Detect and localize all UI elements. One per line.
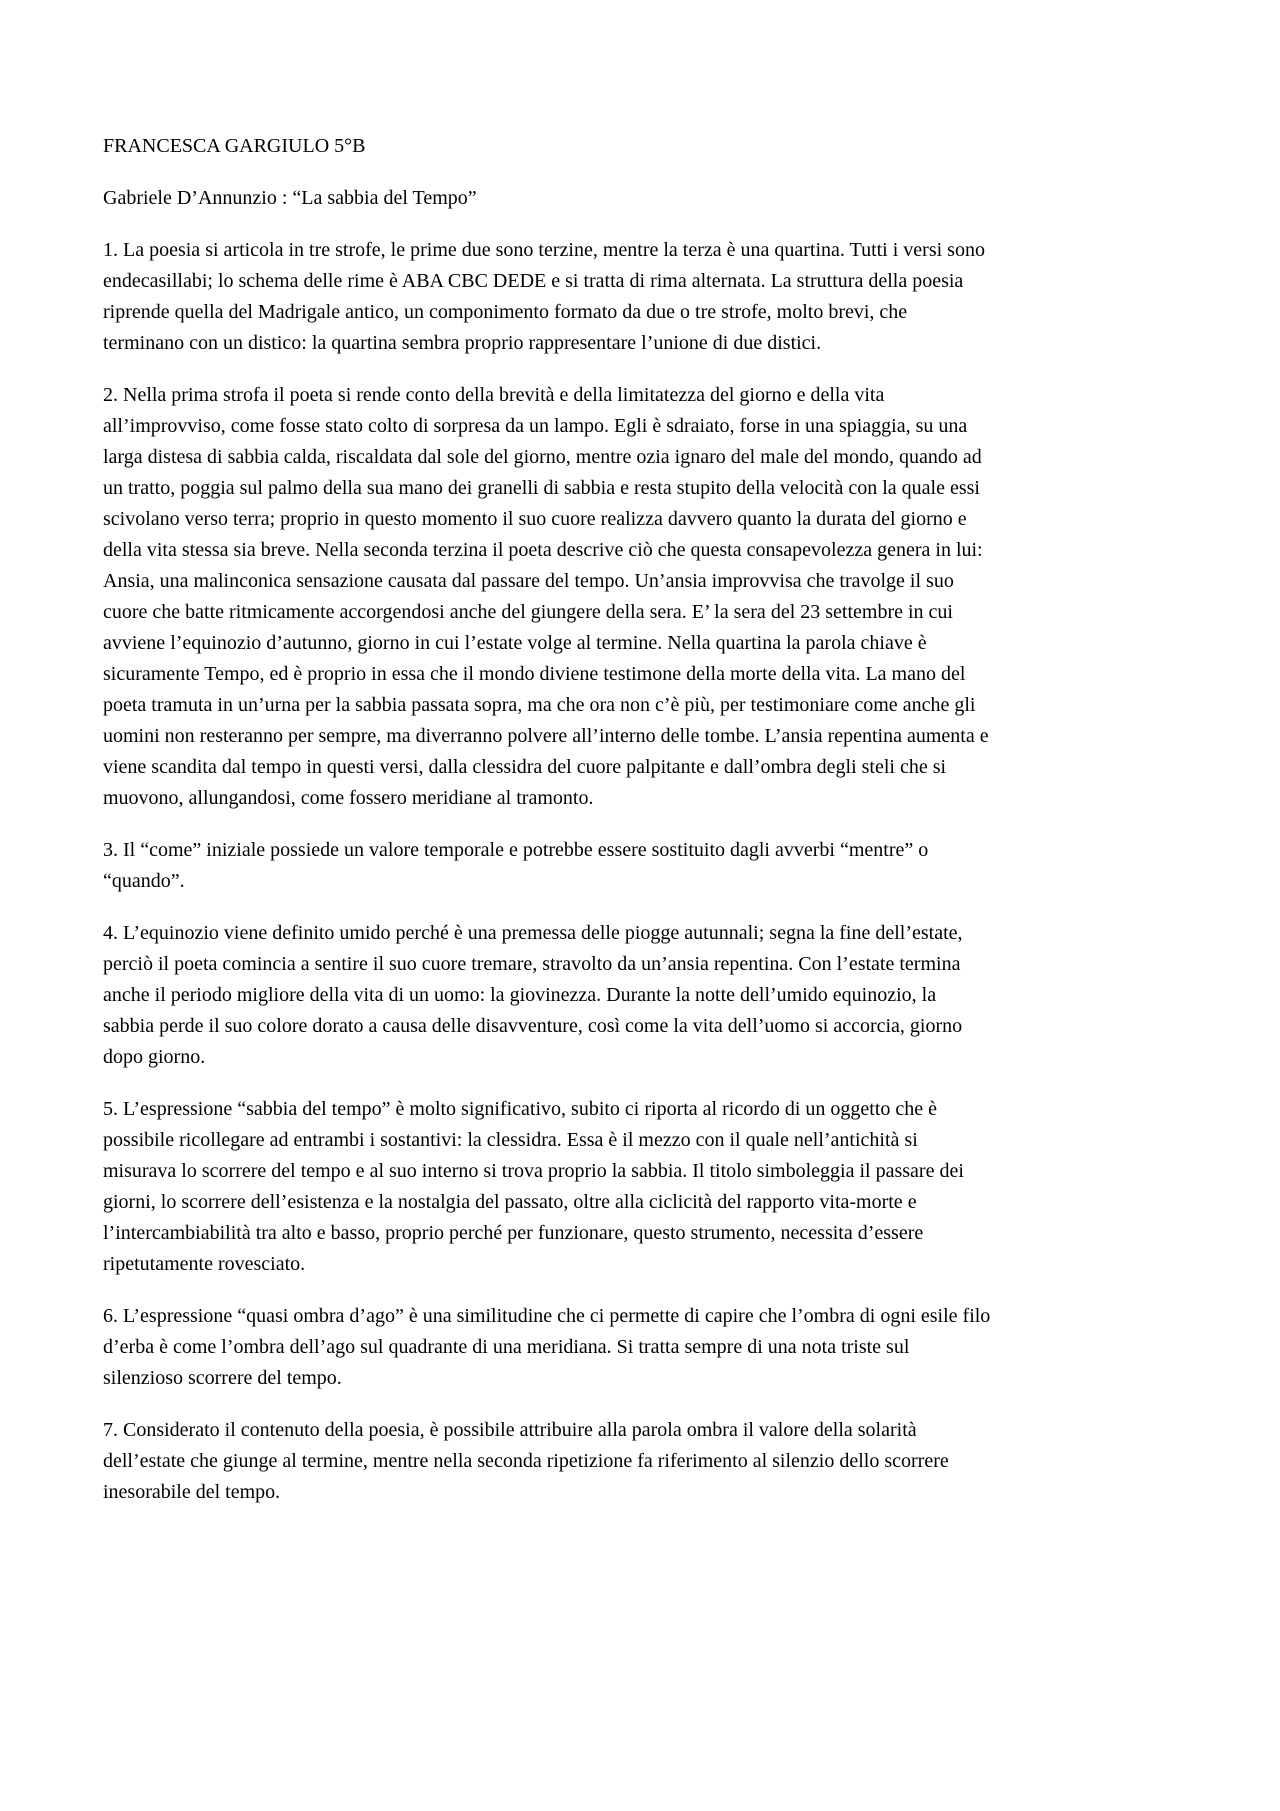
document-title: Gabriele D’Annunzio : “La sabbia del Tempo” xyxy=(103,187,477,209)
paragraph-7: 7. Considerato il contenuto della poesia, è possibile attribuire alla parola ombra il valore della solarità dell’estate che giunge al termine, mentre nella seconda ripetizione fa riferimento al silenzio dello scorrere inesorabile del tempo. xyxy=(103,1419,954,1503)
paragraph-2: 2. Nella prima strofa il poeta si rende conto della brevità e della limitatezza del giorno e della vita all’improvviso, come fosse stato colto di sorpresa da un lampo. Egli è sdraiato, forse in una spiaggia, su una larga distesa di sabbia calda, riscaldata dal sole del giorno, mentre ozia ignaro del male del mondo, quando ad un tratto, poggia sul palmo della sua mano dei granelli di sabbia e resta stupito della velocità con la quale essi scivolano verso terra; proprio in questo momento il suo cuore realizza davvero quanto la durata del giorno e della vita stessa sia breve. Nella seconda terzina il poeta descrive ciò che questa consapevolezza genera in lui: Ansia, una malinconica sensazione causata dal passare del tempo. Un’ansia improvvisa che travolge il suo cuore che batte ritmicamente accorgendosi anche del giungere della sera. E’ la sera del 23 settembre in cui avviene l’equinozio d’autunno, giorno in cui l’estate volge al termine. Nella quartina la parola chiave è sicuramente Tempo, ed è proprio in essa che il mondo diviene testimone della morte della vita. La mano del poeta tramuta in un’urna per la sabbia passata sopra, ma che ora non c’è più, per testimoniare come anche gli uomini non resteranno per sempre, ma diverranno polvere all’interno delle tombe. L’ansia repentina aumenta e viene scandita dal tempo in questi versi, dalla clessidra del cuore palpitante e dall’ombra degli steli che si muovono, allungandosi, come fossero meridiane al tramonto. xyxy=(103,384,994,809)
paragraph-1: 1. La poesia si articola in tre strofe, le prime due sono terzine, mentre la terza è una quartina. Tutti i versi sono endecasillabi; lo schema delle rime è ABA CBC DEDE e si tratta di rima alternata. La struttura della poesia riprende quella del Madrigale antico, un componimento formato da due o tre strofe, molto brevi, che terminano con un distico: la quartina sembra proprio rappresentare l’unione di due distici. xyxy=(103,239,990,354)
paragraph-5: 5. L’espressione “sabbia del tempo” è molto significativo, subito ci riporta al ricordo di un oggetto che è possibile ricollegare ad entrambi i sostantivi: la clessidra. Essa è il mezzo con il quale nell’antichità si misurava lo scorrere del tempo e al suo interno si trova proprio la sabbia. Il titolo simboleggia il passare dei giorni, lo scorrere dell’esistenza e la nostalgia del passato, oltre alla ciclicità del rapporto vita-morte e l’intercambiabilità tra alto e basso, proprio perché per funzionare, questo strumento, necessita d’essere ripetutamente rovesciato. xyxy=(103,1098,969,1275)
paragraph-4: 4. L’equinozio viene definito umido perché è una premessa delle piogge autunnali; segna la fine dell’estate, perciò il poeta comincia a sentire il suo cuore tremare, stravolto da un’ansia repentina. Con l’estate termina anche il periodo migliore della vita di un uomo: la giovinezza. Durante la notte dell’umido equinozio, la sabbia perde il suo colore dorato a causa delle disavventure, così come la vita dell’uomo si accorcia, giorno dopo giorno. xyxy=(103,922,968,1068)
paragraph-6: 6. L’espressione “quasi ombra d’ago” è una similitudine che ci permette di capire che l’ombra di ogni esile filo d’erba è come l’ombra dell’ago sul quadrante di una meridiana. Si tratta sempre di una nota triste sul silenzioso scorrere del tempo. xyxy=(103,1305,996,1389)
paragraph-3: 3. Il “come” iniziale possiede un valore temporale e potrebbe essere sostituito dagli avverbi “mentre” o “quando”. xyxy=(103,839,934,892)
author-line: FRANCESCA GARGIULO 5°B xyxy=(103,135,366,157)
